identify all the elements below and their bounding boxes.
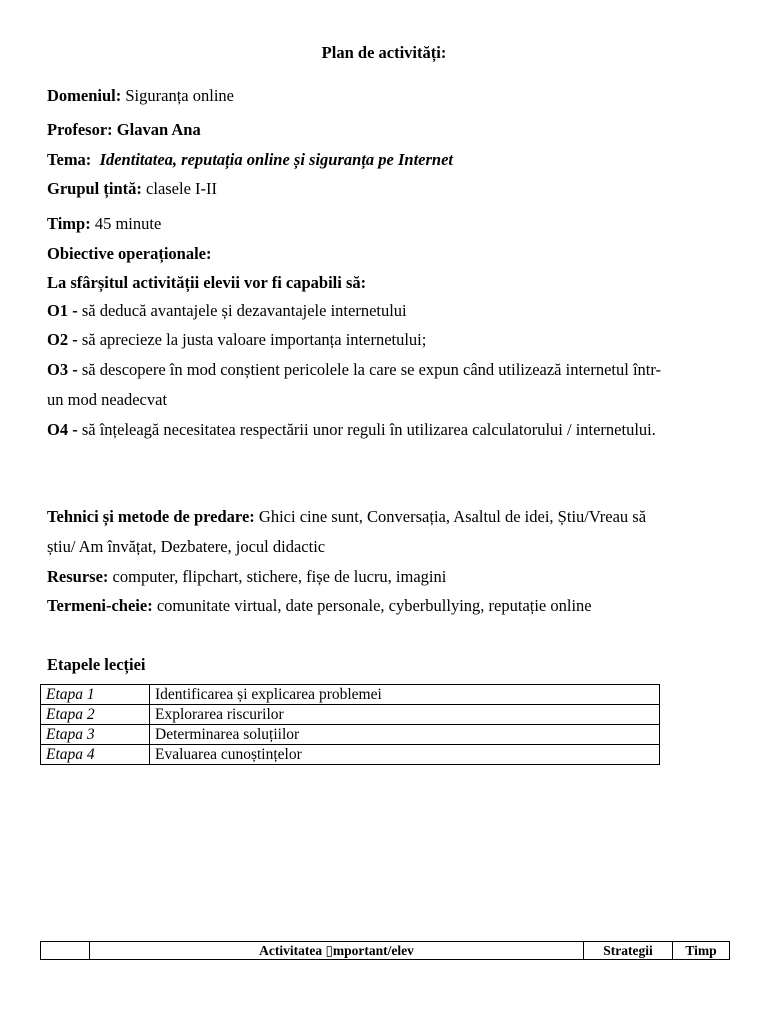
etapa-desc: Evaluarea cunoștințelor: [150, 745, 660, 765]
grupul-value: clasele I-II: [141, 179, 218, 198]
etapa-name: Etapa 3: [41, 725, 150, 745]
table-row: [41, 725, 660, 745]
domeniul-line: [47, 86, 234, 106]
tema-label: Tema:: [47, 150, 92, 169]
objective-o4: O4 - să înțeleagă necesitatea respectării unor reguli în utilizarea calculatorului / internetului.: [47, 420, 656, 439]
etapa-name: Etapa 2: [41, 705, 150, 725]
profesor-line: [47, 120, 201, 140]
termeni-value: comunitate virtual, date personale, cyberbullying, reputație online: [152, 596, 592, 615]
resurse-line: [47, 567, 446, 587]
tehnici-label: Tehnici și metode de predare:: [47, 507, 255, 526]
capabili-line: La sfârșitul activității elevii vor fi capabili să:: [47, 273, 367, 292]
tehnici-line: [47, 507, 646, 527]
header-cell-activitatea: Activitatea ▯mportant/elev: [90, 942, 584, 960]
etapa-desc: Explorarea riscurilor: [150, 705, 660, 725]
page-title: Plan de activități:: [321, 43, 447, 62]
etape-table: [40, 684, 660, 765]
etapa-desc: Identificarea și explicarea problemei: [150, 685, 660, 705]
objective-o2: O2 - să aprecieze la justa valoare importanța internetului;: [47, 330, 427, 349]
activity-table-header: [40, 941, 730, 960]
etapa-name: Etapa 1: [41, 685, 150, 705]
table-row: [41, 942, 730, 960]
domeniul-value: Siguranța online: [121, 86, 234, 105]
table-row: [41, 685, 660, 705]
termeni-line: [47, 596, 592, 616]
tema-value: Identitatea, reputația online și siguranța pe Internet: [99, 150, 453, 169]
timp-label: Timp:: [47, 214, 91, 233]
tehnici-value: Ghici cine sunt, Conversația, Asaltul de idei, Știu/Vreau să: [254, 507, 647, 526]
domeniul-label: Domeniul:: [47, 86, 122, 105]
objective-o3: O3 - să descopere în mod conștient pericolele la care se expun când utilizează internetul într-: [47, 360, 662, 379]
etapa-name: Etapa 4: [41, 745, 150, 765]
table-row: [41, 705, 660, 725]
timp-line: [47, 214, 161, 234]
objective-o1: O1 - să deducă avantajele și dezavantajele internetului: [47, 301, 407, 320]
etapele-heading: Etapele lecției: [47, 655, 146, 674]
resurse-label: Resurse:: [47, 567, 109, 586]
timp-value: 45 minute: [90, 214, 162, 233]
table-row: [41, 745, 660, 765]
termeni-label: Termeni-cheie:: [47, 596, 153, 615]
tema-line: [47, 150, 453, 170]
resurse-value: computer, flipchart, stichere, fișe de lucru, imagini: [108, 567, 447, 586]
grupul-line: [47, 179, 217, 199]
tehnici-line-2: știu/ Am învățat, Dezbatere, jocul didactic: [47, 537, 326, 556]
grupul-label: Grupul țintă:: [47, 179, 142, 198]
header-cell-strategii: Strategii: [584, 942, 673, 960]
etapa-desc: Determinarea soluțiilor: [150, 725, 660, 745]
objective-o3-cont: un mod neadecvat: [47, 390, 168, 409]
obiective-heading: Obiective operaționale:: [47, 244, 212, 263]
profesor-label: Profesor: Glavan Ana: [47, 120, 201, 139]
header-cell-empty: [41, 942, 90, 960]
header-cell-timp: Timp: [673, 942, 730, 960]
